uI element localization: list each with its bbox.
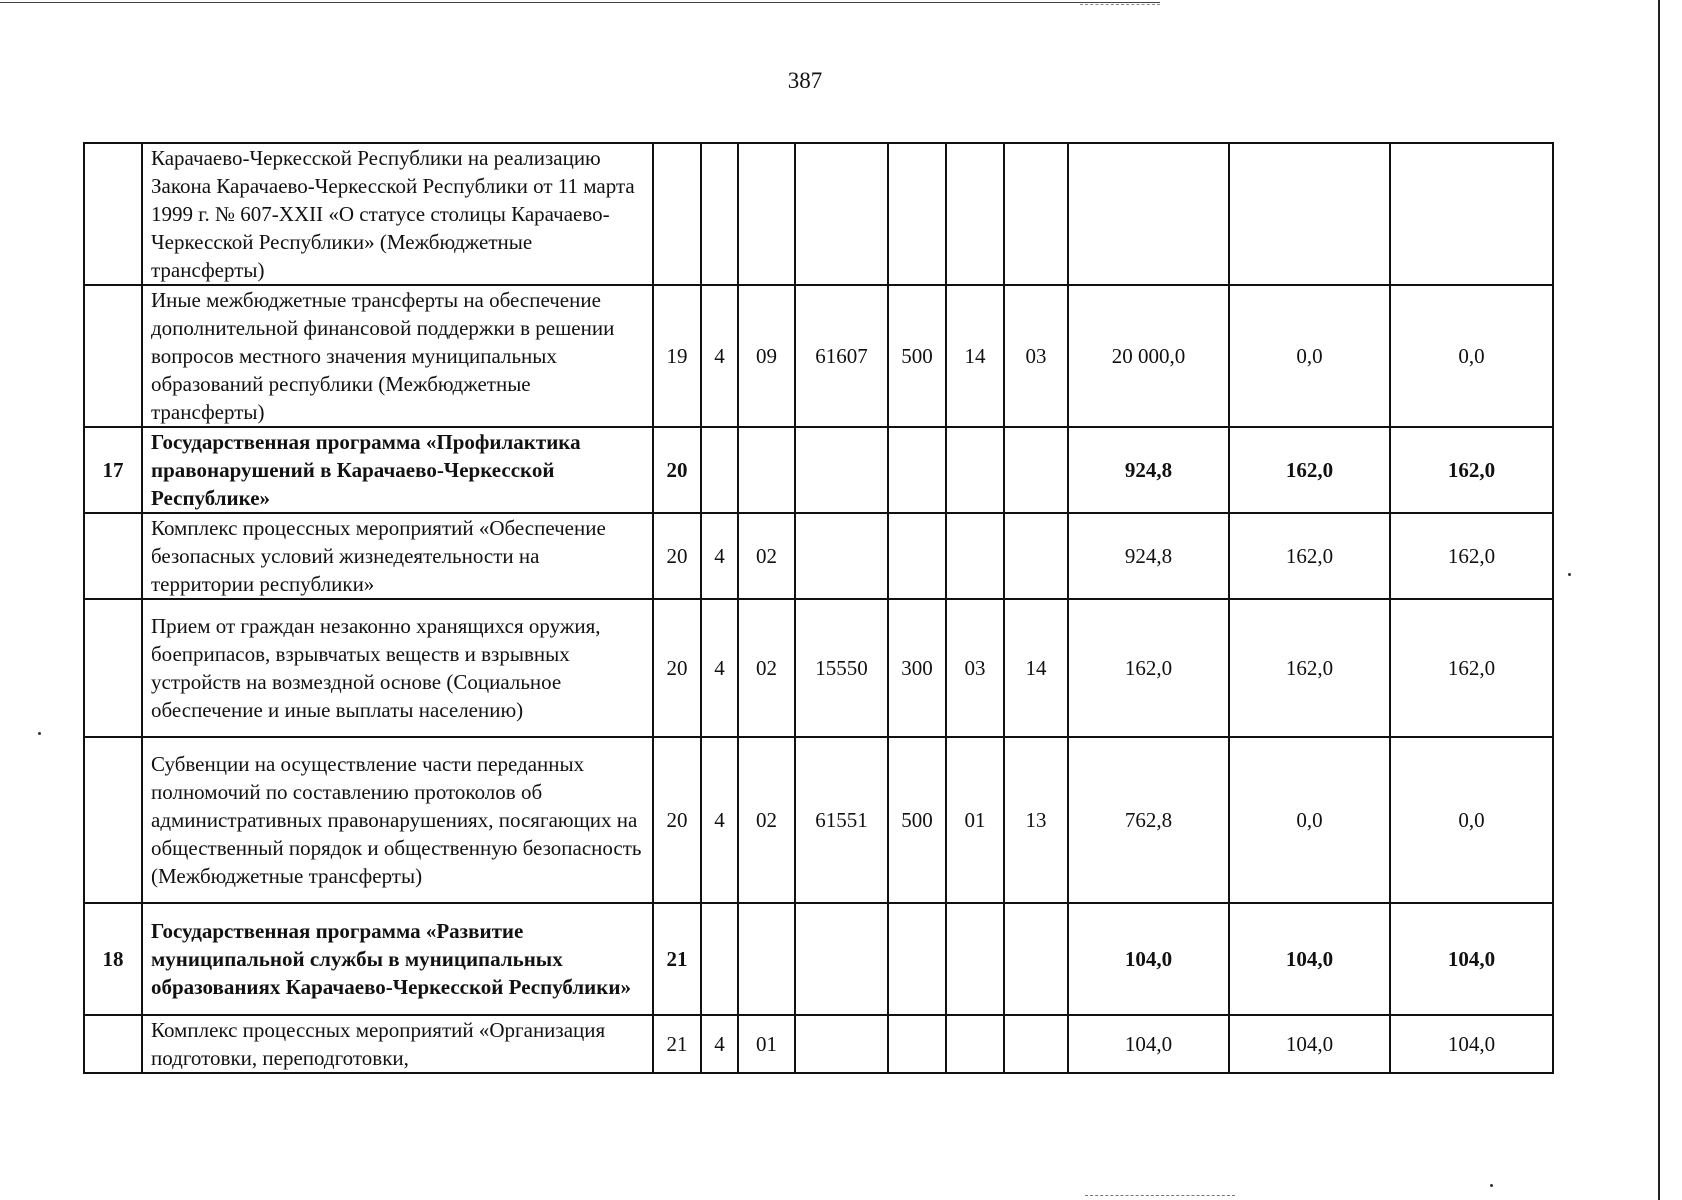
direction-code-cell — [795, 427, 888, 513]
amount-year3-cell: 162,0 — [1390, 427, 1553, 513]
event-code-cell: 01 — [738, 1015, 795, 1073]
amount-year1-cell: 104,0 — [1068, 903, 1229, 1015]
table-row — [84, 903, 1553, 1015]
subprogram-code-cell: 4 — [701, 513, 738, 599]
event-code-cell: 02 — [738, 513, 795, 599]
amount-year3-cell: 104,0 — [1390, 1015, 1553, 1073]
subsection-cell — [1004, 143, 1068, 285]
description-cell: Комплекс процессных мероприятий «Обеспечение безопасных условий жизнедеятельности на территории республики» — [142, 513, 653, 599]
subsection-cell: 13 — [1004, 737, 1068, 903]
direction-code-cell — [795, 513, 888, 599]
subprogram-code-cell: 4 — [701, 737, 738, 903]
direction-code-cell — [795, 1015, 888, 1073]
description-cell: Карачаево-Черкесской Республики на реализацию Закона Карачаево-Черкесской Республики от 11 марта 1999 г. № 607-XXII «О статусе столицы Карачаево-Черкесской Республики» (Межбюджетные трансферты) — [142, 143, 653, 285]
expense-type-cell — [888, 1015, 946, 1073]
section-cell — [946, 143, 1004, 285]
expense-type-cell — [888, 903, 946, 1015]
row-number-cell — [84, 143, 142, 285]
expense-type-cell: 500 — [888, 285, 946, 427]
section-cell — [946, 513, 1004, 599]
subprogram-code-cell — [701, 427, 738, 513]
amount-year3-cell: 104,0 — [1390, 903, 1553, 1015]
amount-year1-cell: 924,8 — [1068, 427, 1229, 513]
amount-year2-cell — [1229, 143, 1390, 285]
description-cell: Иные межбюджетные трансферты на обеспечение дополнительной финансовой поддержки в решении вопросов местного значения муниципальных образований республики (Межбюджетные трансферты) — [142, 285, 653, 427]
subsection-cell: 03 — [1004, 285, 1068, 427]
event-code-cell: 02 — [738, 599, 795, 737]
top-rule-dash — [1080, 4, 1160, 5]
subprogram-code-cell: 4 — [701, 599, 738, 737]
program-code-cell: 21 — [653, 1015, 701, 1073]
subprogram-code-cell — [701, 903, 738, 1015]
amount-year3-cell: 0,0 — [1390, 285, 1553, 427]
direction-code-cell: 61607 — [795, 285, 888, 427]
bottom-rule — [1085, 1195, 1235, 1196]
table-row — [84, 285, 1553, 427]
table-row — [84, 737, 1553, 903]
amount-year2-cell: 104,0 — [1229, 1015, 1390, 1073]
table-row — [84, 1015, 1553, 1073]
budget-table — [83, 142, 1554, 1074]
scan-speck — [1568, 573, 1571, 576]
page-number: 387 — [787, 68, 823, 93]
amount-year1-cell: 762,8 — [1068, 737, 1229, 903]
section-cell — [946, 427, 1004, 513]
amount-year2-cell: 162,0 — [1229, 599, 1390, 737]
scan-speck — [38, 732, 41, 735]
right-margin-rule — [1658, 0, 1660, 1200]
row-number-cell: 17 — [84, 427, 142, 513]
row-number-cell — [84, 599, 142, 737]
program-code-cell: 20 — [653, 513, 701, 599]
subsection-cell — [1004, 1015, 1068, 1073]
expense-type-cell — [888, 513, 946, 599]
amount-year2-cell: 104,0 — [1229, 903, 1390, 1015]
subsection-cell — [1004, 903, 1068, 1015]
subsection-cell — [1004, 513, 1068, 599]
table-row — [84, 143, 1553, 285]
amount-year1-cell: 20 000,0 — [1068, 285, 1229, 427]
description-cell: Прием от граждан незаконно хранящихся оружия, боеприпасов, взрывчатых веществ и взрывных устройств на возмездной основе (Социальное обеспечение и иные выплаты населению) — [142, 599, 653, 737]
subprogram-code-cell: 4 — [701, 1015, 738, 1073]
table-row — [84, 427, 1553, 513]
event-code-cell — [738, 903, 795, 1015]
description-cell: Комплекс процессных мероприятий «Организация подготовки, переподготовки, — [142, 1015, 653, 1073]
description-cell: Государственная программа «Развитие муниципальной службы в муниципальных образованиях Карачаево-Черкесской Республики» — [142, 903, 653, 1015]
subprogram-code-cell: 4 — [701, 285, 738, 427]
amount-year1-cell: 104,0 — [1068, 1015, 1229, 1073]
section-cell — [946, 1015, 1004, 1073]
amount-year1-cell — [1068, 143, 1229, 285]
section-cell: 01 — [946, 737, 1004, 903]
amount-year1-cell: 162,0 — [1068, 599, 1229, 737]
section-cell: 03 — [946, 599, 1004, 737]
amount-year3-cell — [1390, 143, 1553, 285]
expense-type-cell: 500 — [888, 737, 946, 903]
event-code-cell: 09 — [738, 285, 795, 427]
event-code-cell: 02 — [738, 737, 795, 903]
subsection-cell: 14 — [1004, 599, 1068, 737]
amount-year3-cell: 162,0 — [1390, 513, 1553, 599]
section-cell: 14 — [946, 285, 1004, 427]
program-code-cell: 20 — [653, 427, 701, 513]
table-row — [84, 599, 1553, 737]
program-code-cell: 19 — [653, 285, 701, 427]
table-row — [84, 513, 1553, 599]
row-number-cell: 18 — [84, 903, 142, 1015]
amount-year3-cell: 162,0 — [1390, 599, 1553, 737]
description-cell: Государственная программа «Профилактика правонарушений в Карачаево-Черкесской Республике» — [142, 427, 653, 513]
program-code-cell: 20 — [653, 599, 701, 737]
event-code-cell — [738, 143, 795, 285]
row-number-cell — [84, 737, 142, 903]
program-code-cell — [653, 143, 701, 285]
description-cell: Субвенции на осуществление части переданных полномочий по составлению протоколов об административных правонарушениях, посягающих на общественный порядок и общественную безопасность (Межбюджетные трансферты) — [142, 737, 653, 903]
amount-year3-cell: 0,0 — [1390, 737, 1553, 903]
row-number-cell — [84, 285, 142, 427]
direction-code-cell: 61551 — [795, 737, 888, 903]
expense-type-cell — [888, 143, 946, 285]
subsection-cell — [1004, 427, 1068, 513]
program-code-cell: 21 — [653, 903, 701, 1015]
amount-year2-cell: 162,0 — [1229, 427, 1390, 513]
direction-code-cell — [795, 143, 888, 285]
subprogram-code-cell — [701, 143, 738, 285]
top-rule — [0, 2, 1160, 3]
expense-type-cell: 300 — [888, 599, 946, 737]
section-cell — [946, 903, 1004, 1015]
table-body — [84, 143, 1553, 1073]
direction-code-cell — [795, 903, 888, 1015]
row-number-cell — [84, 513, 142, 599]
scan-speck — [1490, 1184, 1493, 1187]
event-code-cell — [738, 427, 795, 513]
amount-year2-cell: 0,0 — [1229, 285, 1390, 427]
expense-type-cell — [888, 427, 946, 513]
amount-year2-cell: 0,0 — [1229, 737, 1390, 903]
amount-year2-cell: 162,0 — [1229, 513, 1390, 599]
direction-code-cell: 15550 — [795, 599, 888, 737]
row-number-cell — [84, 1015, 142, 1073]
amount-year1-cell: 924,8 — [1068, 513, 1229, 599]
program-code-cell: 20 — [653, 737, 701, 903]
